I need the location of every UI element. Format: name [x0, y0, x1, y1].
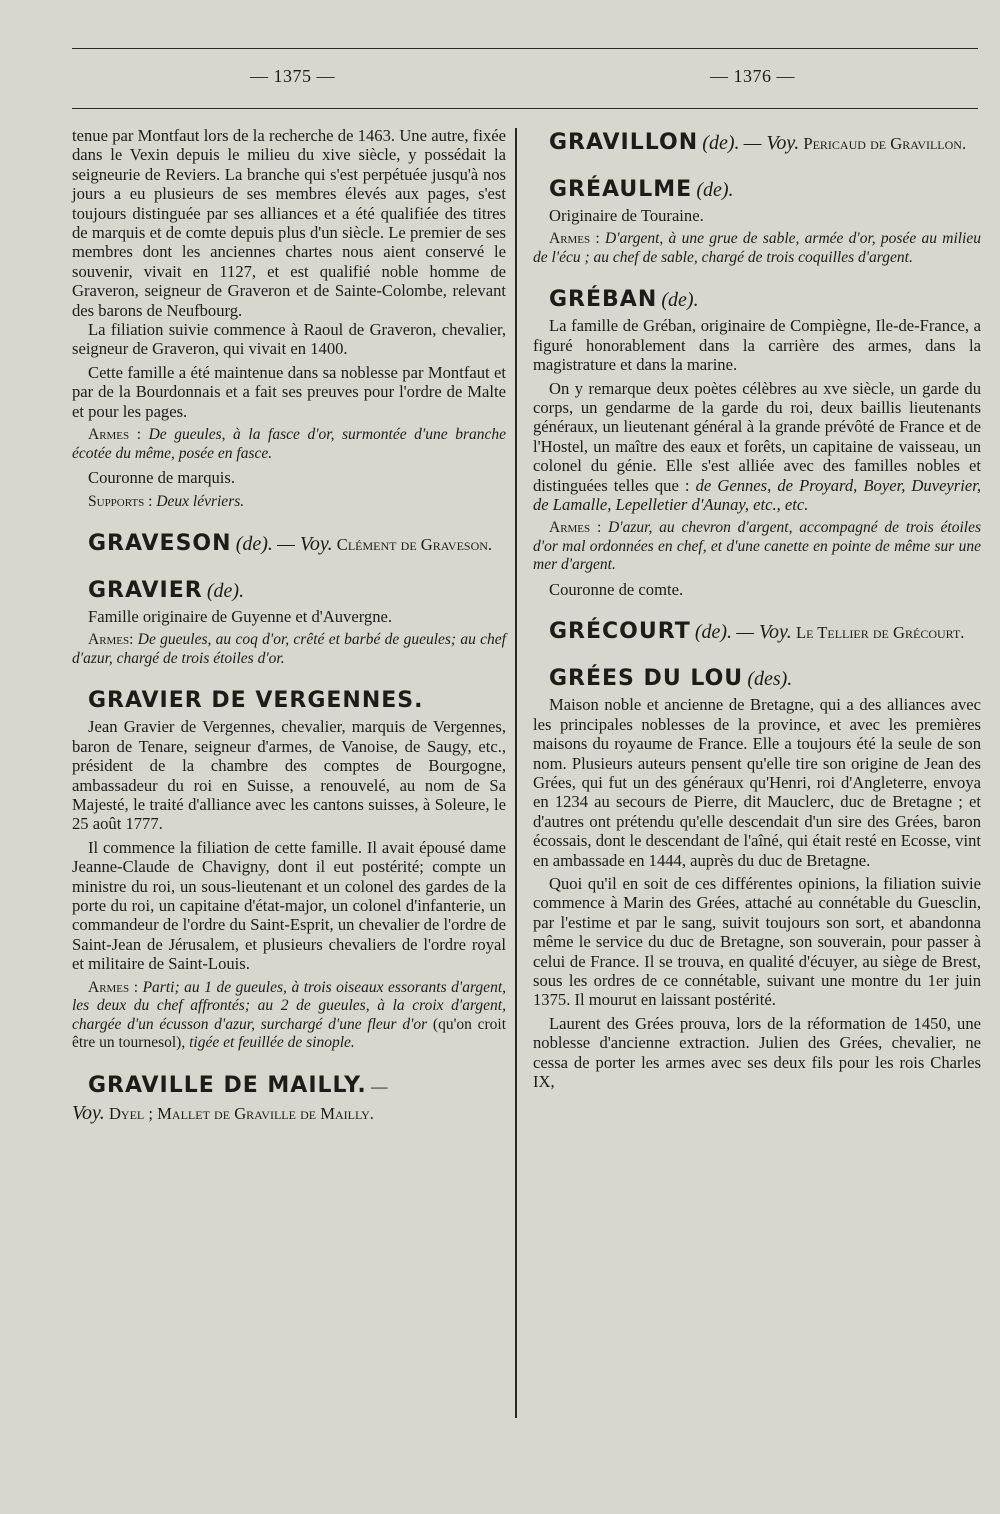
entry-graveson: [72, 531, 506, 558]
armes-text: D'azur, au chevron d'argent, accompagné de trois étoiles d'or mal ordonnées en chef, et d'une canette en pointe de même sur une mer d'argent.: [533, 519, 982, 574]
supports-graveron: [72, 493, 506, 512]
entry-grecourt: [533, 619, 981, 646]
header-rule: [72, 108, 978, 109]
top-rule: [72, 48, 978, 49]
entry-particle: (de).: [694, 621, 733, 644]
page-number-left: — 1375 —: [250, 66, 335, 86]
entry-dash: —: [370, 1076, 388, 1096]
column-divider: [515, 128, 517, 1418]
paragraph-vergennes-1: Jean Gravier de Vergennes, chevalier, marquis de Vergennes, baron de Tenare, seigneur d'armes, de Vanoise, de Saugy, etc., président de la chambre des comptes de Bourgogne, ambassadeur du roi en Suisse, a renouvelé, au nom de Sa Majesté, le traité d'alliance avec les cantons suisses, à Soleure, le 25 août 1777.: [72, 717, 506, 834]
voy-ref: — Voy.: [743, 132, 800, 154]
voy-ref: — Voy.: [736, 621, 792, 644]
armes-label: Armes :: [88, 426, 142, 444]
entry-particle: (de).: [206, 580, 245, 602]
paragraph-grees-2: Quoi qu'il en soit de ces différentes opinions, la filiation suivie commence à Marin des Grées, attaché au connétable du Guesclin, par l'estime et par le sang, suivit toujours son sort, et abandonna même le service du duc de Bretagne, son souverain, pour passer à celui de France. Il se trouva, en qualité d'écuyer, au siège de Brest, sous les ordres de ce connétable, suivant une montre du 1er juin 1375. Il mourut en laissant postérité.: [533, 874, 981, 1010]
entry-particle: (de).: [661, 289, 699, 312]
greban-families: de Gennes, de Proyard, Boyer, Duveyrier, de Lamalle, Lepelletier d'Aunay, etc., etc.: [533, 475, 981, 515]
cross-reference: Dyel ; Mallet de Graville de Mailly.: [108, 1103, 374, 1123]
paragraph-graveron-noblesse: Cette famille a été maintenue dans sa noblesse par Montfaut et par de la Bourdonnais et a fait ses preuves pour l'ordre de Malte et pour les pages.: [72, 362, 506, 421]
entry-name: GRAVIER: [88, 578, 203, 603]
cross-reference: Clément de Graveson.: [336, 535, 493, 554]
page-number-right: — 1376 —: [710, 66, 795, 86]
armes-greban: [533, 519, 981, 575]
armes-text: De gueules, à la fasce d'or, surmontée d'une branche écotée du même, posée en fasce.: [72, 426, 506, 462]
entry-name: GRÉAULME: [549, 177, 693, 202]
paragraph-greaulme: Originaire de Touraine.: [549, 206, 704, 225]
entry-particle: (de).: [235, 533, 273, 555]
armes-gravier: [72, 631, 506, 668]
entry-particle: (de).: [702, 132, 740, 154]
couronne-marquis: Couronne de marquis.: [88, 468, 236, 488]
paragraph-vergennes-2: Il commence la filiation de cette famille. Il avait épousé dame Jeanne-Claude de Chavigny, dont il eut postérité; compte un ministre du roi, un sous-lieutenant et un colonel des gardes de la porte du roi, un capitaine d'état-major, un colonel d'infanterie, un commandeur de l'ordre du Saint-Esprit, un chevalier de l'ordre de Saint-Jean de Jérusalem, et plusieurs chevaliers de l'ordre royal et militaire de Saint-Louis.: [72, 837, 506, 974]
paragraph-greban-1: La famille de Gréban, originaire de Compiègne, Ile-de-France, a figuré honorablement dans la carrière des armes, dans la magistrature et dans la marine.: [533, 316, 981, 375]
voy-ref: — Voy.: [277, 533, 333, 555]
armes-vergennes: [72, 979, 506, 1053]
paragraph-graveron-history: tenue par Montfaut lors de la recherche de 1463. Une autre, fixée dans le Vexin depuis le milieu du xive siècle, y possédait la seigneurie de Reviers. La branche qui s'est perpétuée jusqu'à nos jours a eu plusieurs de ses membres élevés aux pages, s'est toujours distinguée par ses alliances et a été qualifiée des titres de marquis et de comte depuis plus d'un siècle. Le premier de ses membres dont les anciennes chartes nous aient conservé le souvenir, vivait en 1127, et est qualifié noble homme de Graveron, seigneur de Graveron et de Sainte-Colombe, relevant des barons de Neufbourg.: [72, 126, 506, 320]
entry-name: GRÉBAN: [549, 287, 658, 313]
entry-gravier-de-vergennes: [72, 688, 506, 715]
armes-label: Armes:: [88, 631, 134, 649]
right-column: [533, 126, 981, 1092]
entry-gravier: [72, 578, 506, 605]
paragraph-greban-2: [533, 379, 981, 515]
entry-greaulme: [533, 177, 981, 204]
cross-reference: Pericaud de Gravillon.: [803, 134, 967, 153]
entry-grees-du-lou: [533, 666, 981, 693]
paragraph-gravier: Famille originaire de Guyenne et d'Auvergne.: [88, 607, 393, 626]
armes-label: Armes :: [88, 978, 139, 996]
armes-text: D'argent, à une grue de sable, armée d'or, posée au milieu de l'écu ; au chef de sable, chargé de trois coquilles d'argent.: [533, 230, 981, 266]
entry-name: GRAVESON: [88, 531, 232, 556]
entry-name: GRAVILLE DE MAILLY.: [88, 1072, 367, 1098]
entry-particle: (de).: [696, 179, 734, 201]
entry-graville-de-mailly: [72, 1073, 506, 1127]
supports-text: Deux lévriers.: [156, 492, 245, 510]
supports-label: Supports :: [88, 492, 153, 510]
paragraph-graveron-filiation: La filiation suivie commence à Raoul de Graveron, chevalier, seigneur de Graveron, qui vivait en 1400.: [72, 320, 506, 359]
entry-name: GRÉCOURT: [549, 619, 691, 645]
voy-ref: Voy.: [72, 1101, 105, 1124]
armes-greaulme: [533, 230, 981, 267]
entry-greban: [533, 287, 981, 314]
entry-gravillon: [533, 130, 981, 157]
paragraph-grees-3: Laurent des Grées prouva, lors de la réformation de 1450, une noblesse d'ancienne extraction. Julien des Grées, chevalier, ne cessa de porter les armes avec ses deux fils pour les rois Charles IX,: [533, 1013, 981, 1092]
armes-text: De gueules, au coq d'or, crêté et barbé de gueules; au chef d'azur, chargé de trois étoiles d'or.: [72, 631, 506, 667]
armes-text-1: Parti; au 1 de gueules, à trois oiseaux essorants d'argent, les deux du chef affrontés; au 2 de gueules, à la croix d'argent, chargée d'un écusson d'azur, surchargé d'une fleur d'or: [72, 978, 506, 1033]
left-column: [72, 126, 506, 1129]
entry-name: GRÉES DU LOU: [549, 666, 744, 692]
paragraph-grees-1: Maison noble et ancienne de Bretagne, qui a des alliances avec les principales noblesses de la province, et avec les premières maisons du royaume de France. Elle a toujours été la seule de son nom. Plusieurs auteurs pensent qu'elle tire son origine de Jean des Grées, qui fut un des généraux qu'Henri, roi d'Angleterre, envoya en 1234 au secours de Pierre, dit Mauclerc, duc de Bretagne ; et d'autres ont prétendu qu'elle descendait d'un sire des Grées, baron écossais, dont le descendant de l'aîné, qui était resté en Ecosse, vint en ambassade en 1444, auprès du duc de Bretagne.: [533, 695, 981, 870]
couronne-comte: Couronne de comte.: [549, 579, 684, 599]
armes-label: Armes :: [549, 519, 602, 537]
armes-text-3: tigée et feuillée de sinople.: [189, 1034, 355, 1052]
entry-particle: (des).: [747, 668, 793, 691]
greban-text: On y remarque deux poètes célèbres au xve siècle, un garde du corps, un gendarme de la garde du roi, deux baillis lieutenants généraux, un lieutenant général à la grande prévôté de France et de l'Hostel, un maître des eaux et forêts, un capitaine de vaisseau, un colonel du génie. Elle s'est alliée avec des familles nobles et distinguées telles que :: [533, 378, 981, 495]
cross-reference: Le Tellier de Grécourt.: [795, 623, 965, 643]
entry-name: GRAVIER DE VERGENNES.: [88, 688, 424, 714]
entry-name: GRAVILLON: [549, 130, 699, 155]
armes-graveron: [72, 426, 506, 463]
armes-label: Armes :: [549, 230, 600, 248]
armes-text-2: (qu'on croit être un tournesol),: [72, 1015, 506, 1052]
